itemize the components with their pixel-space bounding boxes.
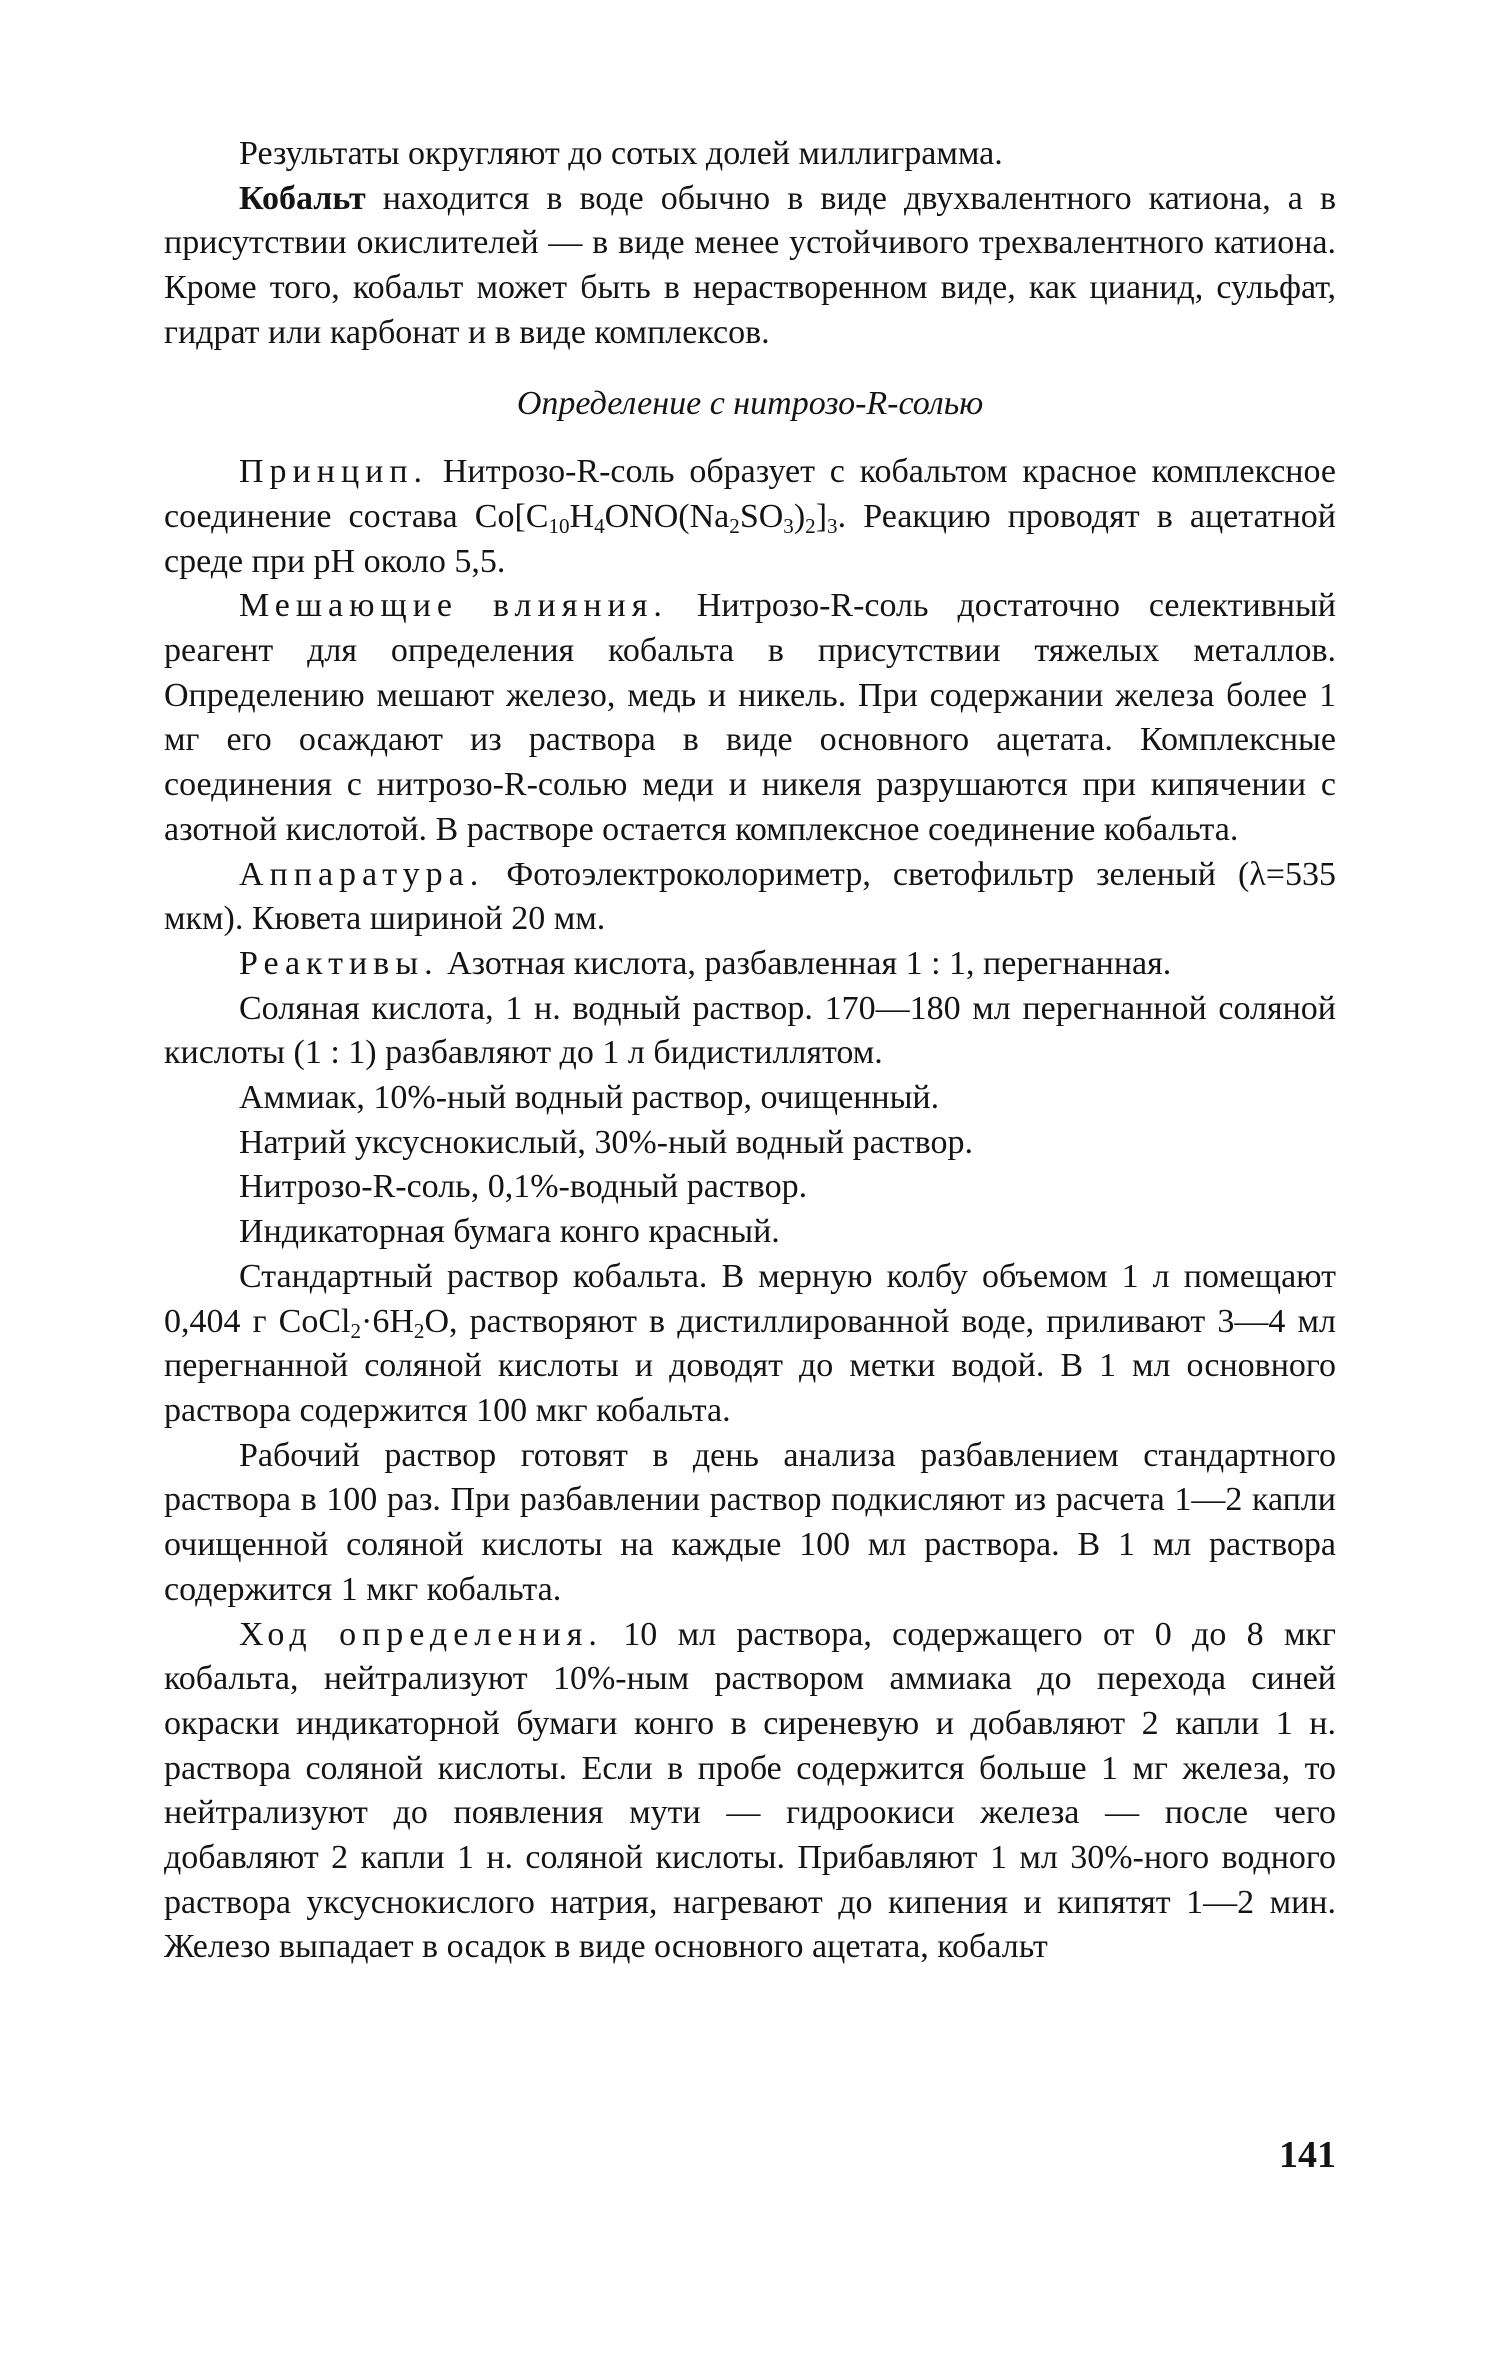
principle-text-d: SO [739,497,784,535]
reagent-nitroso: Нитрозо-R-соль, 0,1%-водный раствор. [239,1168,808,1206]
paragraph-apparatus [164,853,1336,942]
paragraph-reagents [164,942,1336,987]
paragraph-standard-solution [164,1255,1336,1434]
paragraph-procedure [164,1613,1336,1971]
standard-text-a: Стандартный раствор кобальта. В мерную колбу объемом 1 л помещают 0,404 г CoCl [164,1257,1336,1340]
apparatus-text: Фотоэлектроколориметр, светофильтр зеленый (λ=535 мкм). Кювета шириной 20 мм. [164,855,1336,938]
standard-text-c: O, растворяют в дистиллированной воде, приливают 3—4 мл перегнанной соляной кислоты и доводят до метки водой. В 1 мл основного раствора содержится 100 мкг кобальта. [164,1302,1336,1429]
paragraph-interference [164,584,1336,852]
formula-sub: 2 [350,1318,362,1343]
reagent-hcl: Соляная кислота, 1 н. водный раствор. 170—180 мл перегнанной соляной кислоты (1 : 1) разбавляют до 1 л бидистиллятом. [164,989,1336,1072]
principle-text-f: ] [815,497,828,535]
procedure-label: Ход определения. [239,1615,603,1653]
formula-sub: 2 [729,513,740,538]
formula-sub: 2 [805,513,816,538]
paragraph-working-solution: Рабочий раствор готовят в день анализа разбавлением стандартного раствора в 100 раз. При разбавлении раствор подкисляют из расчета 1—2 капли очищенной соляной кислоты на каждые 100 мл раствора. В 1 мл раствора содержится 1 мкг кобальта. [164,1436,1336,1608]
principle-label: Принцип. [239,453,429,491]
reagents-label: Реактивы. [239,944,439,982]
page-body [164,132,1336,1970]
reagent-acetate: Натрий уксуснокислый, 30%-ный водный раствор. [239,1123,973,1161]
paragraph-rounding: Результаты округляют до сотых долей миллиграмма. [239,135,1003,172]
paragraph-cobalt-intro [164,177,1336,356]
paragraph-principle [164,450,1336,584]
section-heading: Определение с нитрозо-R-солью [516,384,984,422]
formula-sub: 4 [594,513,605,538]
formula-sub: 2 [413,1318,425,1343]
interference-text: Нитрозо-R-соль достаточно селективный реагент для определения кобальта в присутствии тяжелых металлов. Определению мешают железо, медь и никель. При содержании железа более 1 мг его осаждают из раствора в виде основного ацетата. Комплексные соединения с нитрозо-R-солью меди и никеля разрушаются при кипячении с азотной кислотой. В растворе остается комплексное соединение кобальта. [164,587,1336,848]
reagent-ammonia: Аммиак, 10%-ный водный раствор, очищенный. [239,1079,940,1117]
principle-text-g: . Реакцию проводят в ацетатной среде при pH около 5,5. [164,497,1336,580]
principle-text-e: ) [793,497,806,535]
page-number: 141 [1279,2134,1336,2176]
term-cobalt: Кобальт [239,179,366,217]
principle-text-a: Нитрозо-R-соль образует с кобальтом красное комплексное соединение состава Co[C [164,453,1336,535]
standard-text-b: ·6H [361,1302,414,1340]
interference-label: Мешающие влияния. [239,587,668,625]
procedure-text: 10 мл раствора, содержащего от 0 до 8 мкг кобальта, нейтрализуют 10%-ным раствором аммиака до перехода синей окраски индикаторной бумаги конго в сиреневую и добавляют 2 капли 1 н. раствора соляной кислоты. Если в пробе содержится больше 1 мг железа, то нейтрализуют до появления мути — гидроокиси железа — после чего добавляют 2 капли 1 н. соляной кислоты. Прибавляют 1 мл 30%-ного водного раствора уксуснокислого натрия, нагревают до кипения и кипятят 1—2 мин. Железо выпадает в осадок в виде основного ацетата, кобальт [164,1615,1337,1966]
reagent-indicator: Индикаторная бумага конго красный. [239,1213,780,1251]
formula-sub: 3 [827,513,838,538]
formula-sub: 10 [548,513,570,538]
principle-text-c: ONO(Na [604,497,730,535]
apparatus-label: Аппаратура. [239,855,485,893]
formula-sub: 3 [783,513,794,538]
principle-text-b: H [569,497,595,535]
cobalt-intro-text: находится в воде обычно в виде двухвалентного катиона, а в присутствии окислителей — в виде менее устойчивого трехвалентного катиона. Кроме того, кобальт может быть в нерастворенном виде, как цианид, сульфат, гидрат или карбонат и в виде комплексов. [164,179,1336,351]
reagents-text: Азотная кислота, разбавленная 1 : 1, перегнанная. [438,944,1172,982]
